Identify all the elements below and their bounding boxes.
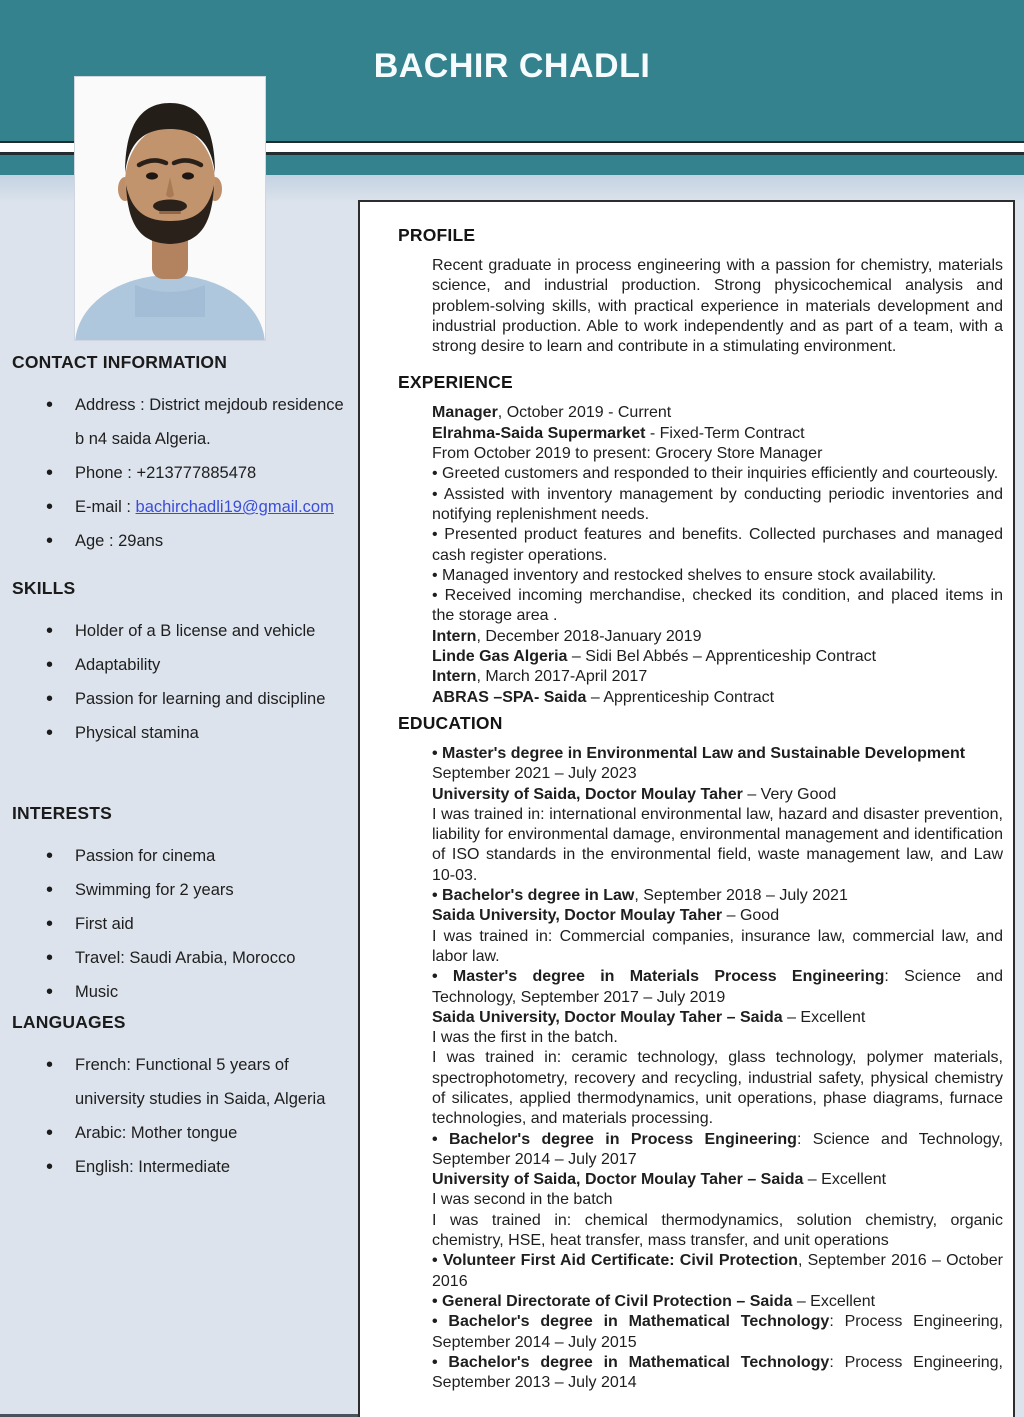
profile-photo [75,77,265,340]
portrait-illustration [75,77,265,340]
content-line: I was trained in: chemical thermodynamics, solution chemistry, organic chemistry, HSE, heat transfer, mass transfer, and unit operations [432,1211,1003,1250]
education-body [432,744,1003,1394]
content-line: • Bachelor's degree in Mathematical Technology: Process Engineering, September 2013 – July 2014 [432,1353,1003,1392]
sidebar-item-line: • Phone : +213777885478 [75,464,257,482]
content-line: • General Directorate of Civil Protection – Saida – Excellent [432,1292,876,1310]
sidebar-item-line: • Physical stamina [75,724,199,742]
content-line: Linde Gas Algeria – Sidi Bel Abbés – Apprenticeship Contract [432,648,877,666]
content-line: I was trained in: Commercial companies, insurance law, commercial law, and labor law. [432,927,1003,965]
sidebar-item-line: • Swimming for 2 years [75,881,234,899]
content-line: • Greeted customers and responded to their inquiries efficiently and courteously. [432,465,999,483]
sidebar-item-line: • English: Intermediate [75,1158,231,1176]
experience-heading: EXPERIENCE [398,372,513,393]
content-line: • Received incoming merchandise, checked its condition, and placed items in the storage area . [432,587,1003,625]
sidebar-item-line: • Music [75,983,119,1001]
interests-heading: INTERESTS [12,803,113,823]
profile-heading: PROFILE [398,225,476,245]
page-title: BACHIR CHADLI [373,46,651,85]
education-heading: EDUCATION [398,712,503,733]
sidebar-item-line: • Travel: Saudi Arabia, Morocco [75,949,296,967]
content-line: • Volunteer First Aid Certificate: Civil Protection, September 2016 – October 2016 [432,1252,1003,1290]
content-line: I was the first in the batch. [432,1029,618,1047]
content-line: Saida University, Doctor Moulay Taher – Saida – Excellent [432,1008,866,1026]
content-line: • Bachelor's degree in Process Engineering: Science and Technology, September 2014 – July 2017 [432,1130,1004,1168]
content-line: University of Saida, Doctor Moulay Taher – Saida – Excellent [432,1171,887,1189]
sidebar-item-line: b n4 saida Algeria. [75,430,211,448]
languages-heading: LANGUAGES [12,1012,126,1032]
content-line: Manager, October 2019 - Current [432,404,672,422]
sidebar-item-line: • First aid [75,915,134,933]
sidebar-item-line: • French: Functional 5 years of [75,1056,289,1074]
experience-section [398,372,1003,707]
content-line: • Master's degree in Environmental Law and Sustainable Development [432,744,966,762]
experience-body [432,403,1003,707]
content-line: I was second in the batch [432,1191,613,1209]
email-label: E-mail : [75,498,136,516]
sidebar-item-line: • Age : 29ans [75,532,164,550]
skills-heading: SKILLS [12,578,76,598]
sidebar-item-line: • Address : District mejdoub residence [75,396,344,414]
sidebar-item-line: • Passion for cinema [75,847,216,865]
content-line: • Presented product features and benefits. Collected purchases and managed cash register operations. [432,526,1003,564]
content-line: University of Saida, Doctor Moulay Taher – Very Good [432,785,837,803]
email-link[interactable]: bachirchadli19@gmail.com [135,498,334,516]
content-line: Elrahma-Saida Supermarket - Fixed-Term Contract [432,424,805,442]
content-line: ABRAS –SPA- Saida – Apprenticeship Contract [432,688,775,706]
sidebar-item-line: • Holder of a B license and vehicle [75,622,316,640]
sidebar-item-line: • Passion for learning and discipline [75,690,326,708]
content-line: • Bachelor's degree in Law, September 2018 – July 2021 [432,887,848,905]
content-line: September 2021 – July 2023 [432,765,637,783]
profile-section [398,225,1003,357]
contact-heading: CONTACT INFORMATION [12,352,228,372]
content-line: Saida University, Doctor Moulay Taher – Good [432,907,780,925]
content-line: From October 2019 to present: Grocery Store Manager [432,445,823,463]
sidebar-item-line: • Adaptability [75,656,161,674]
education-section [398,713,1003,1394]
profile-text: Recent graduate in process engineering with a passion for chemistry, materials science, and industrial production. Strong physicochemical analysis and problem-solving skills, with practical experience in materials development and industrial production. Able to work independently and as part of a team, with a strong desire to learn and contribute in a stimulating environment. [432,257,1003,356]
content-line: • Bachelor's degree in Mathematical Technology: Process Engineering, September 2014 – July 2015 [432,1313,1003,1351]
content-line: • Managed inventory and restocked shelves to ensure stock availability. [432,566,937,584]
content-line: Intern, December 2018-January 2019 [432,627,702,645]
content-line: • Master's degree in Materials Process Engineering: Science and Technology, September 2017 – July 2019 [432,968,1004,1006]
content-line: I was trained in: ceramic technology, glass technology, polymer materials, spectrophotometry, recovery and recycling, industrial safety, physical chemistry of silicates, applied thermodynamics, unit operations, phase diagrams, furnace technologies, and materials processing. [432,1049,1003,1128]
content-line: Intern, March 2017-April 2017 [432,668,648,686]
sidebar-item-line: • Arabic: Mother tongue [75,1124,238,1142]
content-line: • Assisted with inventory management by conducting periodic inventories and notifying replenishment needs. [432,485,1003,523]
content-line: I was trained in: international environmental law, hazard and disaster prevention, liability for environmental damage, environmental management and identification of ISO standards in the environmental field, waste management law, and Law 10-03. [432,805,1003,884]
sidebar-item-line: university studies in Saida, Algeria [75,1090,326,1108]
main-panel [358,200,1015,1417]
